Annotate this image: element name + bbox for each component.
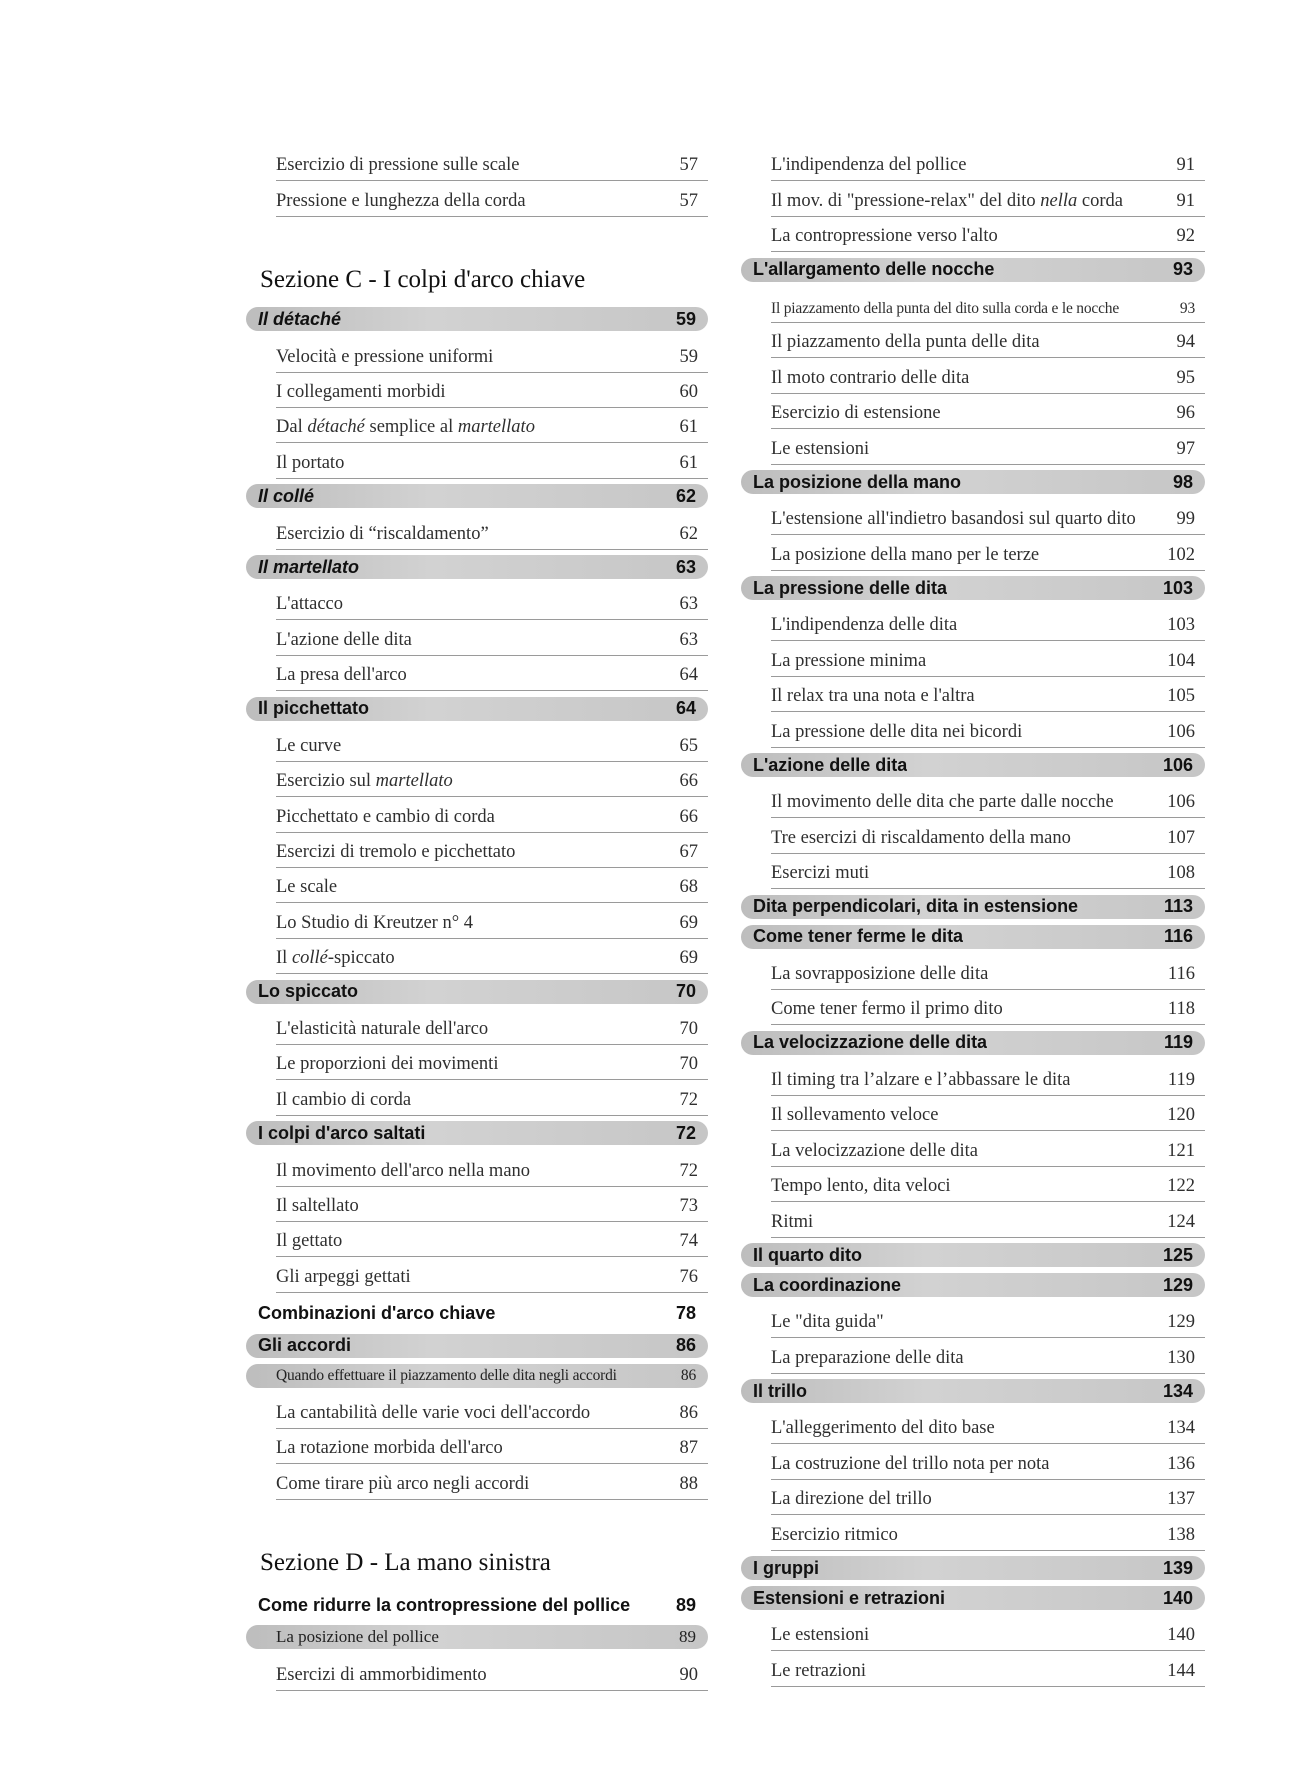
entry-title: La sovrapposizione delle dita [771, 963, 989, 984]
toc-entry [771, 1444, 1205, 1479]
toc-entry [771, 500, 1205, 535]
toc-entry-highlighted [246, 1625, 708, 1649]
page-number: 73 [679, 1195, 698, 1216]
page-number: 95 [1176, 367, 1195, 388]
entry-title: Come tener fermo il primo dito [771, 999, 1003, 1020]
toc-entry [771, 1616, 1205, 1651]
page-number: 134 [1162, 1380, 1193, 1401]
toc-chapter-highlighted [741, 470, 1205, 494]
entry-title: La posizione del pollice [276, 1627, 439, 1647]
toc-entry [276, 1151, 708, 1186]
toc-right-column [741, 146, 1205, 1687]
section-spacer [246, 217, 708, 244]
entry-title: Il détaché [258, 308, 342, 329]
toc-chapter-highlighted [246, 484, 708, 508]
title-fragment: corda [1077, 190, 1123, 211]
entry-title: Esercizio di estensione [771, 403, 941, 424]
page-number: 138 [1167, 1524, 1195, 1545]
page-number: 69 [679, 948, 698, 969]
page-number: 134 [1167, 1418, 1195, 1439]
page-number: 63 [675, 556, 696, 577]
toc-chapter-highlighted [741, 576, 1205, 600]
page-number: 69 [679, 912, 698, 933]
toc-chapter-highlighted [246, 1334, 708, 1358]
entry-title: Picchettato e cambio di corda [276, 806, 495, 827]
toc-chapter-highlighted [741, 1586, 1205, 1610]
entry-title: La costruzione del trillo nota per nota [771, 1453, 1050, 1474]
page-number: 67 [679, 842, 698, 863]
entry-title: Il picchettato [258, 698, 370, 719]
toc-chapter [246, 1585, 708, 1620]
toc-entry [276, 903, 708, 938]
entry-title: Le estensioni [771, 438, 870, 459]
entry-title: Il gettato [276, 1231, 343, 1252]
entry-title [276, 771, 453, 792]
title-fragment: Esercizio sul [276, 771, 376, 792]
toc-entry [276, 514, 708, 549]
toc-entry [276, 762, 708, 797]
entry-title: L'indipendenza delle dita [771, 615, 958, 636]
toc-chapter-highlighted [741, 895, 1205, 919]
entry-title: L'indipendenza del pollice [771, 155, 967, 176]
toc-entry [771, 1303, 1205, 1338]
page-number: 105 [1167, 686, 1195, 707]
page-number: 140 [1162, 1587, 1193, 1608]
toc-chapter-highlighted [741, 753, 1205, 777]
entry-title: La posizione della mano [753, 471, 962, 492]
entry-title: Il trillo [753, 1380, 807, 1401]
entry-title: Il movimento dell'arco nella mano [276, 1160, 531, 1181]
entry-title: La velocizzazione delle dita [753, 1032, 988, 1053]
toc-entry [276, 373, 708, 408]
entry-title: La posizione della mano per le terze [771, 544, 1040, 565]
entry-title: La direzione del trillo [771, 1489, 932, 1510]
page-number: 140 [1167, 1625, 1195, 1646]
entry-title: L'estensione all'indietro basandosi sul quarto dito [771, 509, 1136, 530]
toc-entry [771, 818, 1205, 853]
page-number: 116 [1163, 926, 1193, 947]
toc-entry [771, 288, 1205, 323]
toc-chapter-highlighted [246, 697, 708, 721]
toc-entry [771, 1409, 1205, 1444]
entry-title: Gli accordi [258, 1335, 352, 1356]
page-number: 91 [1176, 190, 1195, 211]
entry-title: Il sollevamento veloce [771, 1105, 939, 1126]
toc-chapter-highlighted [741, 1031, 1205, 1055]
entry-title: La pressione delle dita nei bicordi [771, 721, 1023, 742]
page-number: 72 [679, 1089, 698, 1110]
entry-title: La rotazione morbida dell'arco [276, 1438, 503, 1459]
toc-entry [771, 146, 1205, 181]
entry-title: L'alleggerimento del dito base [771, 1418, 995, 1439]
page-number: 68 [679, 877, 698, 898]
page-number: 103 [1167, 615, 1195, 636]
toc-entry-highlighted [246, 1364, 708, 1388]
toc-entry [771, 712, 1205, 747]
entry-title: Le "dita guida" [771, 1312, 884, 1333]
page-number: 119 [1167, 1070, 1195, 1091]
toc-entry [276, 1187, 708, 1222]
page-number: 59 [675, 308, 696, 329]
toc-entry [771, 1061, 1205, 1096]
entry-title: La presa dell'arco [276, 665, 407, 686]
entry-title: Il collé [258, 485, 315, 506]
toc-entry [771, 429, 1205, 464]
page-number: 89 [679, 1627, 696, 1647]
page-number: 94 [1176, 332, 1195, 353]
entry-title: Gli arpeggi gettati [276, 1266, 411, 1287]
toc-entry [276, 833, 708, 868]
toc-chapter [246, 1293, 708, 1328]
page-number: 98 [1172, 471, 1193, 492]
italic-term: martellato [457, 417, 535, 438]
entry-title: La preparazione delle dita [771, 1347, 964, 1368]
page-number: 118 [1167, 999, 1195, 1020]
page-number: 106 [1167, 792, 1195, 813]
entry-title: La pressione minima [771, 650, 927, 671]
page-number: 70 [675, 981, 696, 1002]
toc-chapter-highlighted [741, 1243, 1205, 1267]
page-number: 86 [680, 1366, 696, 1384]
entry-title: Come tirare più arco negli accordi [276, 1473, 530, 1494]
page-number: 125 [1162, 1244, 1193, 1265]
page-number: 70 [679, 1054, 698, 1075]
entry-title [276, 948, 395, 969]
entry-title: L'elasticità naturale dell'arco [276, 1018, 489, 1039]
toc-entry [771, 1131, 1205, 1166]
page-number: 88 [679, 1473, 698, 1494]
page-number: 66 [679, 771, 698, 792]
toc-entry [771, 1515, 1205, 1550]
toc-entry [771, 783, 1205, 818]
page-number: 76 [679, 1266, 698, 1287]
toc-entry [276, 797, 708, 832]
page-number: 130 [1167, 1347, 1195, 1368]
page-number: 106 [1162, 754, 1193, 775]
toc-entry [276, 656, 708, 691]
toc-entry [276, 443, 708, 478]
entry-title: Le curve [276, 735, 342, 756]
page-number: 92 [1176, 226, 1195, 247]
entry-title: I gruppi [753, 1557, 819, 1578]
entry-title: L'azione delle dita [276, 629, 412, 650]
page-number: 122 [1167, 1176, 1195, 1197]
toc-chapter-highlighted [741, 258, 1205, 282]
entry-title: La pressione delle dita [753, 577, 948, 598]
page-number: 78 [675, 1303, 696, 1324]
toc-chapter-highlighted [246, 555, 708, 579]
page-number: 106 [1167, 721, 1195, 742]
toc-entry [276, 1429, 708, 1464]
page-number: 119 [1163, 1032, 1193, 1053]
page-number: 87 [679, 1438, 698, 1459]
toc-entry [771, 535, 1205, 570]
toc-entry [276, 1010, 708, 1045]
toc-entry [771, 394, 1205, 429]
entry-title: Come ridurre la contropressione del pollice [258, 1594, 631, 1615]
page-number: 104 [1167, 650, 1195, 671]
page-number: 93 [1179, 299, 1195, 317]
page-number: 103 [1162, 577, 1193, 598]
entry-title: La cantabilità delle varie voci dell'accordo [276, 1402, 591, 1423]
entry-title: Le retrazioni [771, 1660, 867, 1681]
page-number: 121 [1167, 1140, 1195, 1161]
entry-title: I colpi d'arco saltati [258, 1122, 426, 1143]
entry-title: Il quarto dito [753, 1244, 862, 1265]
toc-entry [771, 641, 1205, 676]
entry-title: Il cambio di corda [276, 1089, 412, 1110]
page-number: 64 [675, 698, 696, 719]
page-number: 61 [679, 417, 698, 438]
toc-entry [276, 1257, 708, 1292]
entry-title: Le scale [276, 877, 338, 898]
page-number: 57 [679, 190, 698, 211]
page-number: 57 [679, 155, 698, 176]
toc-entry [276, 585, 708, 620]
title-fragment: Il [276, 948, 292, 969]
entry-title [276, 417, 535, 438]
toc-entry [771, 1651, 1205, 1686]
entry-title: Il piazzamento della punta del dito sulla corda e le nocche [771, 299, 1119, 317]
toc-entry [771, 990, 1205, 1025]
toc-entry [276, 939, 708, 974]
page-number: 116 [1167, 963, 1195, 984]
page-number: 124 [1167, 1211, 1195, 1232]
title-fragment: -spiccato [327, 948, 395, 969]
toc-entry [771, 1480, 1205, 1515]
italic-term: martellato [375, 771, 453, 792]
entry-title: La contropressione verso l'alto [771, 226, 998, 247]
page-number: 144 [1167, 1660, 1195, 1681]
page-number: 61 [679, 452, 698, 473]
toc-chapter-highlighted [741, 1556, 1205, 1580]
page-number: 59 [679, 346, 698, 367]
toc-entry [771, 358, 1205, 393]
section-title: Sezione C - I colpi d'arco chiave [260, 265, 586, 293]
toc-entry [771, 181, 1205, 216]
entry-title: Lo spiccato [258, 981, 359, 1002]
page-number: 129 [1167, 1312, 1195, 1333]
italic-term: détaché [307, 417, 365, 438]
page-number: 74 [679, 1231, 698, 1252]
entry-title: L'azione delle dita [753, 754, 908, 775]
italic-term: collé [291, 948, 328, 969]
page-number: 108 [1167, 863, 1195, 884]
entry-title: Tre esercizi di riscaldamento della mano [771, 827, 1071, 848]
toc-chapter-highlighted [246, 980, 708, 1004]
page-number: 86 [675, 1335, 696, 1356]
toc-entry [276, 146, 708, 181]
entry-title: Esercizi di ammorbidimento [276, 1664, 487, 1685]
page-number: 72 [679, 1160, 698, 1181]
entry-title: Il piazzamento della punta delle dita [771, 332, 1040, 353]
toc-entry [276, 868, 708, 903]
entry-title: Quando effettuare il piazzamento delle dita negli accordi [276, 1366, 617, 1384]
toc-entry [276, 1655, 708, 1690]
page-number: 120 [1167, 1105, 1195, 1126]
page-number: 91 [1176, 155, 1195, 176]
toc-entry [276, 1464, 708, 1499]
toc-entry [276, 1393, 708, 1428]
toc-chapter-highlighted [741, 925, 1205, 949]
toc-entry [276, 337, 708, 372]
entry-title: Le estensioni [771, 1625, 870, 1646]
toc-entry [771, 954, 1205, 989]
toc-left-column [246, 146, 708, 1691]
entry-title: Estensioni e retrazioni [753, 1587, 946, 1608]
page-number: 139 [1162, 1557, 1193, 1578]
entry-title: La coordinazione [753, 1274, 902, 1295]
entry-title: Come tener ferme le dita [753, 926, 964, 947]
toc-chapter-highlighted [246, 307, 708, 331]
toc-chapter-highlighted [246, 1121, 708, 1145]
entry-title: Esercizio di pressione sulle scale [276, 155, 520, 176]
toc-chapter-highlighted [741, 1273, 1205, 1297]
entry-title: Esercizi muti [771, 863, 870, 884]
page-number: 72 [675, 1122, 696, 1143]
page-number: 66 [679, 806, 698, 827]
entry-title: Il timing tra l’alzare e l’abbassare le dita [771, 1070, 1071, 1091]
page-number: 129 [1162, 1274, 1193, 1295]
entry-title: L'attacco [276, 594, 344, 615]
toc-entry [771, 217, 1205, 252]
entry-title: Il movimento delle dita che parte dalle nocche [771, 792, 1114, 813]
page-number: 86 [679, 1402, 698, 1423]
page-number: 107 [1167, 827, 1195, 848]
entry-title: Il relax tra una nota e l'altra [771, 686, 975, 707]
toc-entry [276, 1045, 708, 1080]
page-number: 113 [1163, 896, 1193, 917]
title-fragment: Il mov. di "pressione-relax" del dito [771, 190, 1041, 211]
toc-entry [771, 1167, 1205, 1202]
entry-title: Il moto contrario delle dita [771, 367, 970, 388]
entry-title: Esercizio ritmico [771, 1524, 898, 1545]
entry-title: Il portato [276, 452, 345, 473]
toc-entry [276, 1080, 708, 1115]
page-number: 136 [1167, 1453, 1195, 1474]
page-number: 99 [1176, 509, 1195, 530]
entry-title: Il saltellato [276, 1195, 359, 1216]
entry-title: Combinazioni d'arco chiave [258, 1303, 496, 1324]
section-spacer [246, 1500, 708, 1527]
entry-title: Esercizio di “riscaldamento” [276, 523, 489, 544]
page-number: 102 [1167, 544, 1195, 565]
page-number: 62 [675, 485, 696, 506]
section-title: Sezione D - La mano sinistra [260, 1548, 551, 1576]
entry-title: Tempo lento, dita veloci [771, 1176, 951, 1197]
toc-entry [771, 1096, 1205, 1131]
toc-chapter-highlighted [741, 1379, 1205, 1403]
entry-title: Esercizi di tremolo e picchettato [276, 842, 516, 863]
page-number: 90 [679, 1664, 698, 1685]
entry-title: L'allargamento delle nocche [753, 259, 995, 280]
title-fragment: Dal [276, 417, 308, 438]
toc-entry [771, 323, 1205, 358]
toc-entry [771, 854, 1205, 889]
page-number: 63 [679, 594, 698, 615]
entry-title: Lo Studio di Kreutzer n° 4 [276, 912, 473, 933]
entry-title: Ritmi [771, 1211, 814, 1232]
toc-entry [276, 726, 708, 761]
entry-title: Il martellato [258, 556, 360, 577]
entry-title: Dita perpendicolari, dita in estensione [753, 896, 1079, 917]
toc-entry [771, 606, 1205, 641]
page-number: 70 [679, 1018, 698, 1039]
page-number: 97 [1176, 438, 1195, 459]
toc-entry [276, 181, 708, 216]
page-number: 64 [679, 665, 698, 686]
entry-title: Velocità e pressione uniformi [276, 346, 494, 367]
toc-entry [276, 408, 708, 443]
entry-title: I collegamenti morbidi [276, 381, 446, 402]
page-number: 137 [1167, 1489, 1195, 1510]
page-number: 93 [1172, 259, 1193, 280]
toc-entry [276, 620, 708, 655]
toc-entry [276, 1222, 708, 1257]
page-number: 60 [679, 381, 698, 402]
toc-entry [771, 1338, 1205, 1373]
page-number: 62 [679, 523, 698, 544]
italic-term: nella [1040, 190, 1078, 211]
entry-title [771, 191, 1123, 212]
toc-entry [771, 1202, 1205, 1237]
page-number: 63 [679, 629, 698, 650]
entry-title: La velocizzazione delle dita [771, 1140, 978, 1161]
toc-entry [771, 677, 1205, 712]
page-number: 96 [1176, 403, 1195, 424]
page-number: 65 [679, 735, 698, 756]
title-fragment: semplice al [364, 417, 458, 438]
entry-title: Le proporzioni dei movimenti [276, 1054, 499, 1075]
page-number: 89 [675, 1594, 696, 1615]
entry-title: Pressione e lunghezza della corda [276, 190, 526, 211]
